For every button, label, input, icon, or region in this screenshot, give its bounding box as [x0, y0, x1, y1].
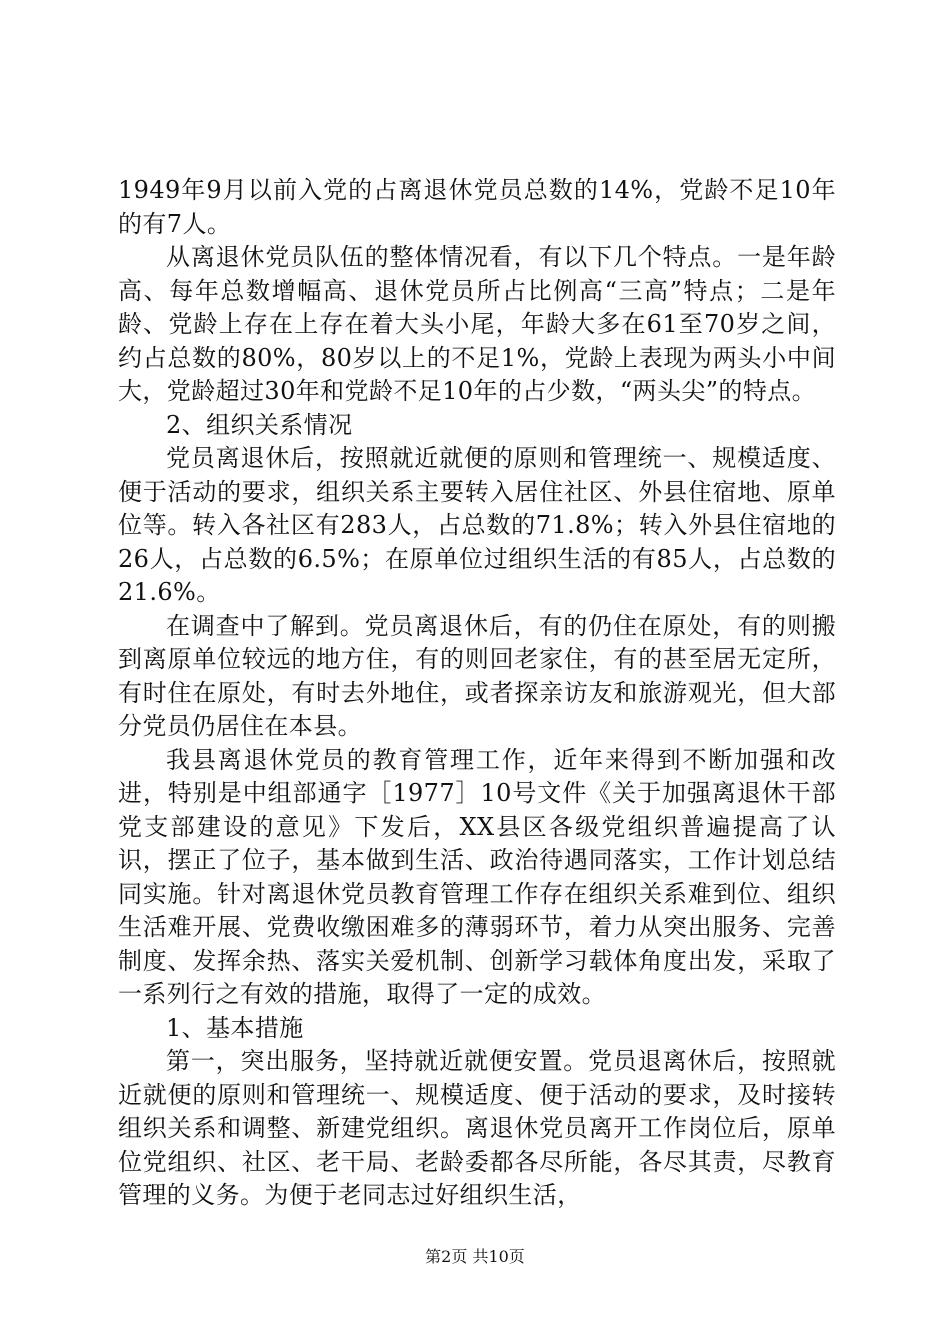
section-heading-measures: 1、基本措施: [166, 1013, 304, 1042]
paragraph-first-measure: 第一，突出服务，坚持就近就便安置。党员退离休后，按照就近就便的原则和管理统一、规模适度、便于活动的要求，及时接转组织关系和调整、新建党组织。离退休党员离开工作岗位后，原单位党组织、社区、老干局、老龄委都各尽所能，各尽其责，尽教育管理的义务。为便于老同志过好组织生活，: [118, 1047, 836, 1209]
page-footer: 第2页 共10页: [425, 1247, 525, 1266]
paragraph-education-management: 我县离退休党员的教育管理工作，近年来得到不断加强和改进，特别是中组部通字［1977］10号文件《关于加强离退休干部党支部建设的意见》下发后，XX县区各级党组织普遍提高了认识，摆正了位子，基本做到生活、政治待遇同落实，工作计划总结同实施。针对离退休党员教育管理工作存在组织关系难到位、组织生活难开展、党费收缴困难多的薄弱环节，着力从突出服务、完善制度、发挥余热、落实关爱机制、创新学习载体角度出发，采取了一系列行之有效的措施，取得了一定的成效。: [118, 745, 836, 1008]
paragraph-survey-findings: 在调查中了解到。党员离退休后，有的仍住在原处，有的则搬到离原单位较远的地方住，有的则回老家住，有的甚至居无定所，有时住在原处，有时去外地住，或者探亲访友和旅游观光，但大部分党员仍居住在本县。: [118, 611, 836, 740]
paragraph-organization-relations: 党员离退休后，按照就近就便的原则和管理统一、规模适度、便于活动的要求，组织关系主要转入居住社区、外县住宿地、原单位等。转入各社区有283人，占总数的71.8%；转入外县住宿地的26人，占总数的6.5%；在原单位过组织生活的有85人，占总数的21.6%。: [118, 444, 836, 606]
paragraph-continuation: 1949年9月以前入党的占离退休党员总数的14%，党龄不足10年的有7人。: [118, 176, 836, 238]
document-body: [118, 174, 836, 1213]
paragraph-characteristics: 从离退休党员队伍的整体情况看，有以下几个特点。一是年龄高、每年总数增幅高、退休党员所占比例高“三高”特点；二是年龄、党龄上存在上存在着大头小尾，年龄大多在61至70岁之间，约占总数的80%，80岁以上的不足1%，党龄上表现为两头小中间大，党龄超过30年和党龄不足10年的占少数，“两头尖”的特点。: [118, 243, 836, 405]
section-heading-organization: 2、组织关系情况: [166, 410, 353, 439]
